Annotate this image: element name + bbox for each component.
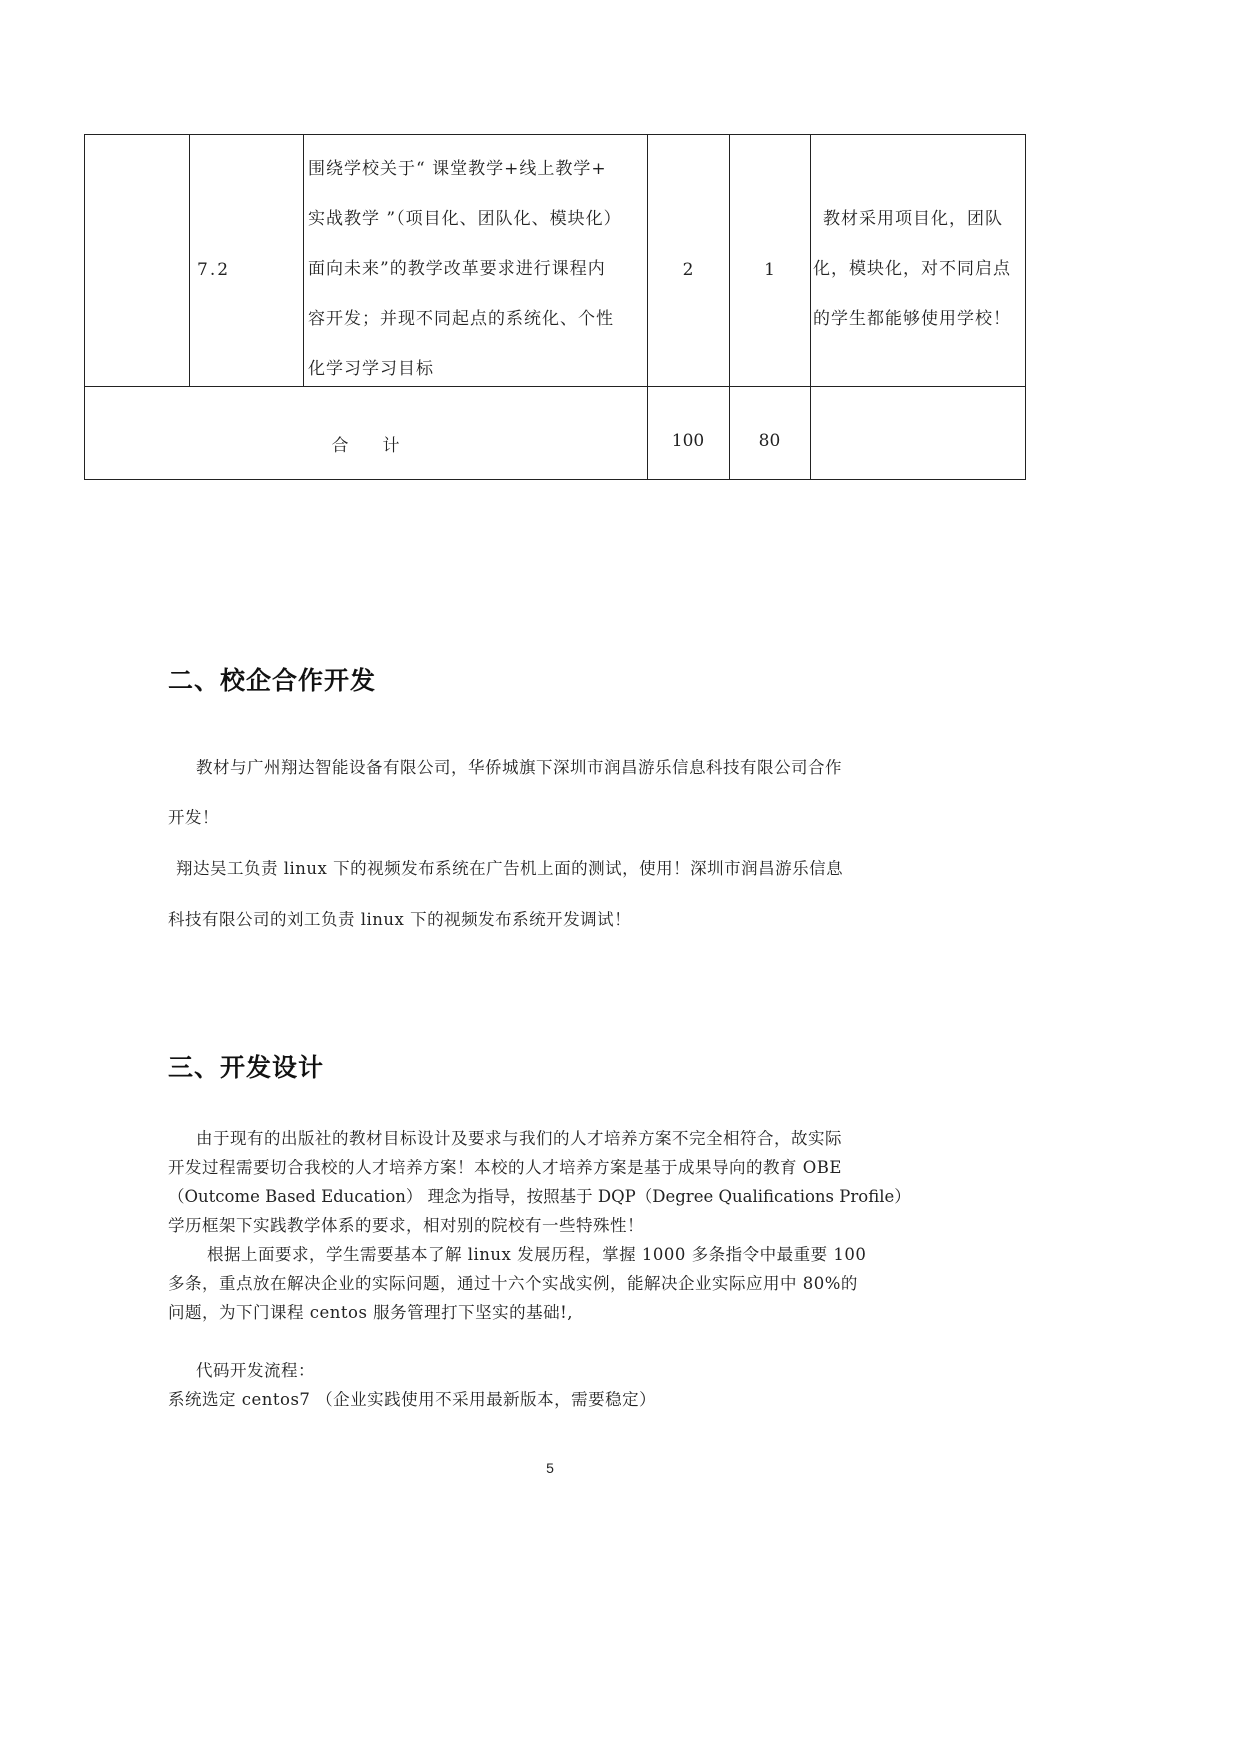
row-number: 7.2 <box>197 260 231 280</box>
remark-line: 的学生都能够使用学校！ <box>813 309 1011 329</box>
row-remark <box>813 194 1025 344</box>
total-value-2: 80 <box>758 431 781 451</box>
row-value-1: 2 <box>682 260 694 280</box>
total-value-1: 100 <box>671 431 705 451</box>
paragraph-line: 开发过程需要切合我校的人才培养方案！本校的人才培养方案是基于成果导向的教育 OBE <box>168 1158 842 1177</box>
content-line: 容开发；并现不同起点的系统化、个性 <box>308 309 614 329</box>
paragraph-line: 多条，重点放在解决企业的实际问题，通过十六个实战实例，能解决企业实际应用中 80%的 <box>168 1274 858 1293</box>
paragraph-line: 学历框架下实践教学体系的要求，相对别的院校有一些特殊性！ <box>168 1216 644 1235</box>
paragraph-line: 翔达吴工负责 linux 下的视频发布系统在广告机上面的测试，使用！深圳市润昌游乐信息 <box>176 859 844 878</box>
section-heading-design: 三、开发设计 <box>168 1053 325 1082</box>
paragraph-line: 问题，为下门课程 centos 服务管理打下坚实的基础!, <box>168 1303 574 1322</box>
remark-line: 化，模块化，对不同启点 <box>813 259 1011 279</box>
content-line: 实战教学 ”（项目化、团队化、模块化） <box>308 209 622 229</box>
paragraph-line: 教材与广州翔达智能设备有限公司，华侨城旗下深圳市润昌游乐信息科技有限公司合作 <box>196 758 842 777</box>
page-number: 5 <box>546 1460 554 1476</box>
row-content <box>308 144 646 394</box>
row-value-2: 1 <box>764 260 775 280</box>
section-heading-cooperation: 二、校企合作开发 <box>168 666 377 695</box>
content-line: 围绕学校关于“ 课堂教学+线上教学+ <box>308 159 607 179</box>
content-line: 化学习学习目标 <box>308 359 434 379</box>
paragraph-line: 科技有限公司的刘工负责 linux 下的视频发布系统开发调试！ <box>168 910 632 929</box>
paragraph-line: 根据上面要求，学生需要基本了解 linux 发展历程，掌握 1000 多条指令中最重要 100 <box>207 1245 867 1264</box>
paragraph-line: （Outcome Based Education） 理念为指导，按照基于 DQP（Degree Qualifications Profile） <box>168 1187 911 1206</box>
data-table <box>84 134 1026 480</box>
paragraph-line: 开发！ <box>168 808 219 827</box>
remark-line: 教材采用项目化，团队 <box>823 209 1003 229</box>
code-flow-label: 代码开发流程： <box>196 1361 315 1380</box>
paragraph-line: 由于现有的出版社的教材目标设计及要求与我们的人才培养方案不完全相符合，故实际 <box>196 1129 842 1148</box>
system-choice-line: 系统选定 centos7 （企业实践使用不采用最新版本，需要稳定） <box>168 1390 657 1409</box>
total-label: 合 计 <box>331 436 400 456</box>
content-line: 面向未来”的教学改革要求进行课程内 <box>308 259 606 279</box>
